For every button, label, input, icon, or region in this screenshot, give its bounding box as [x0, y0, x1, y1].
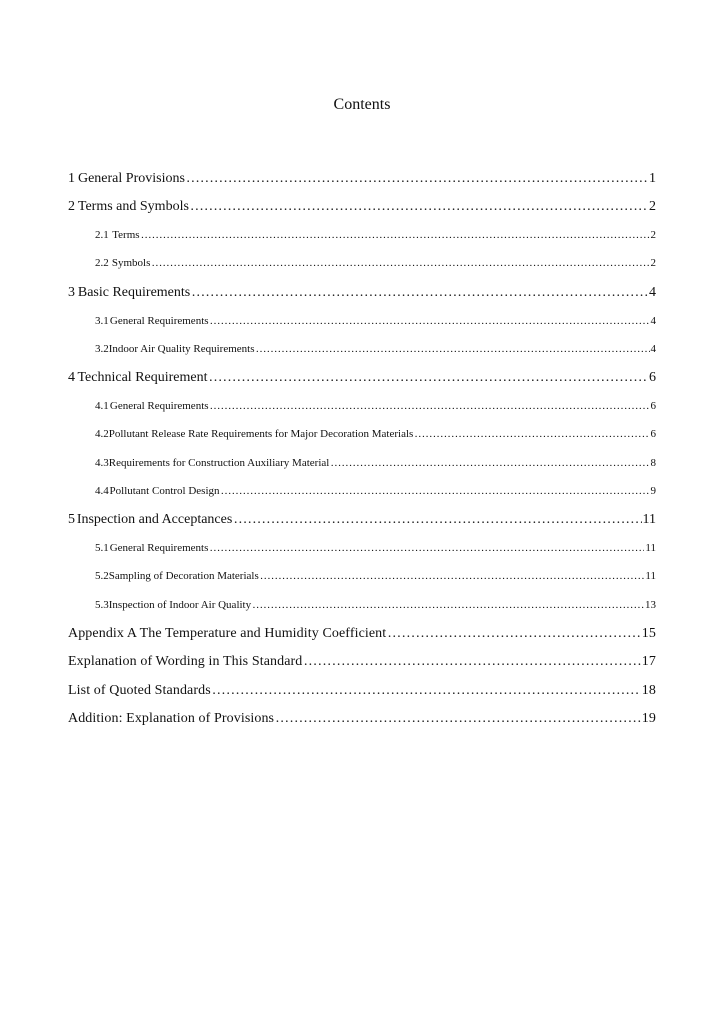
toc-entry-label: Basic Requirements: [77, 285, 191, 300]
toc-entry-number: 1: [68, 171, 75, 186]
toc-dot-leader: [260, 570, 645, 582]
toc-entry-page: 9: [650, 485, 656, 497]
toc-entry-label: Terms: [112, 229, 140, 241]
toc-dot-leader: [209, 370, 648, 386]
toc-entry-page: 15: [641, 626, 656, 641]
toc-entry-label: Addition: Explanation of Provisions: [68, 711, 275, 726]
toc-dot-leader: [330, 457, 649, 469]
toc-entry-label: General Requirements: [109, 315, 209, 327]
toc-dot-leader: [210, 400, 650, 412]
toc-subentry[interactable]: [95, 229, 656, 241]
toc-entry-number: 3: [68, 285, 75, 300]
toc-entry-number: 4.2: [95, 428, 109, 440]
toc-entry-page: 18: [641, 683, 656, 698]
toc-subentry[interactable]: [95, 485, 656, 497]
toc-entry[interactable]: [68, 370, 656, 386]
toc-back-matter-entry[interactable]: [68, 683, 656, 699]
toc-entry-page: 13: [645, 599, 656, 611]
toc-entry-number: 5.3: [95, 599, 109, 611]
toc-entry-page: 4: [650, 343, 656, 355]
toc-entry-label: List of Quoted Standards: [68, 683, 211, 698]
toc-entry-label: Inspection and Acceptances: [76, 512, 233, 527]
toc-subentry[interactable]: [95, 400, 656, 412]
toc-entry-number: 3.1: [95, 315, 109, 327]
toc-entry-page: 8: [650, 457, 656, 469]
toc-entry-page: 6: [650, 400, 656, 412]
toc-entry-number: 4.3: [95, 457, 109, 469]
toc-dot-leader: [275, 711, 641, 727]
toc-entry-label: Technical Requirement: [77, 370, 208, 385]
toc-entry-number: 5.2: [95, 570, 109, 582]
toc-subentry[interactable]: [95, 599, 656, 611]
toc-entry-page: 6: [649, 370, 656, 385]
toc-entry-number: 4: [68, 370, 75, 385]
toc-entry-number: 4.1: [95, 400, 109, 412]
toc-subentry[interactable]: [95, 542, 656, 554]
toc-entry-label: Indoor Air Quality Requirements: [108, 343, 255, 355]
toc-entry[interactable]: [68, 285, 656, 301]
toc-dot-leader: [210, 315, 650, 327]
toc-subentry[interactable]: [95, 570, 656, 582]
toc-dot-leader: [141, 229, 650, 241]
toc-entry-number: 3.2: [95, 343, 109, 355]
toc-entry-page: 1: [649, 171, 656, 186]
toc-entry-page: 17: [641, 654, 656, 669]
toc-dot-leader: [209, 542, 644, 554]
toc-subentry[interactable]: [95, 315, 656, 327]
toc-entry-page: 4: [650, 315, 656, 327]
toc-entry-label: Appendix A The Temperature and Humidity Coefficient: [68, 626, 387, 641]
toc-dot-leader: [303, 654, 640, 670]
toc-entry-page: 11: [642, 512, 656, 527]
toc-dot-leader: [221, 485, 650, 497]
toc-entry-label: Symbols: [111, 257, 151, 269]
toc-entry-number: 4.4: [95, 485, 109, 497]
toc-entry-page: 2: [650, 257, 656, 269]
toc-entry-label: Inspection of Indoor Air Quality: [108, 599, 252, 611]
toc-entry-label: Requirements for Construction Auxiliary Material: [108, 457, 330, 469]
toc-dot-leader: [233, 512, 641, 528]
toc-entry-label: Sampling of Decoration Materials: [108, 570, 259, 582]
toc-dot-leader: [186, 171, 648, 187]
toc-entry-number: 5.1: [95, 542, 109, 554]
toc-entry-label: General Provisions: [77, 171, 185, 186]
toc-entry-label: Explanation of Wording in This Standard: [68, 654, 303, 669]
toc-dot-leader: [387, 626, 641, 642]
toc-entry-page: 11: [645, 542, 656, 554]
toc-entry-number: 2: [68, 199, 75, 214]
toc-entry-label: General Requirements: [109, 542, 209, 554]
toc-back-matter-entry[interactable]: [68, 654, 656, 670]
toc-entry-number: 2.2: [95, 257, 109, 269]
toc-back-matter-entry[interactable]: [68, 626, 656, 642]
toc-entry[interactable]: [68, 512, 656, 528]
toc-entry[interactable]: [68, 199, 656, 215]
toc-entry-page: 2: [649, 199, 656, 214]
toc-entry-label: Pollutant Control Design: [109, 485, 220, 497]
toc-entry-page: 19: [641, 711, 656, 726]
toc-dot-leader: [151, 257, 649, 269]
toc-subentry[interactable]: [95, 343, 656, 355]
toc-back-matter-entry[interactable]: [68, 711, 656, 727]
toc-dot-leader: [190, 199, 648, 215]
page-title: Contents: [333, 96, 391, 113]
toc-dot-leader: [252, 599, 644, 611]
toc-entry-number: 5: [68, 512, 75, 527]
toc-dot-leader: [414, 428, 649, 440]
toc-entry-number: 2.1: [95, 229, 109, 241]
toc-entry-label: General Requirements: [109, 400, 209, 412]
toc-entry-page: 6: [650, 428, 656, 440]
toc-subentry[interactable]: [95, 457, 656, 469]
toc-dot-leader: [212, 683, 641, 699]
toc-entry[interactable]: [68, 171, 656, 187]
toc-entry-page: 2: [650, 229, 656, 241]
toc-dot-leader: [255, 343, 649, 355]
toc-entry-page: 4: [649, 285, 656, 300]
toc-entry-label: Terms and Symbols: [77, 199, 189, 214]
toc-dot-leader: [191, 285, 648, 301]
toc-entry-label: Pollutant Release Rate Requirements for Major Decoration Materials: [108, 428, 414, 440]
toc-entry-page: 11: [645, 570, 656, 582]
toc-subentry[interactable]: [95, 428, 656, 440]
toc-subentry[interactable]: [95, 257, 656, 269]
